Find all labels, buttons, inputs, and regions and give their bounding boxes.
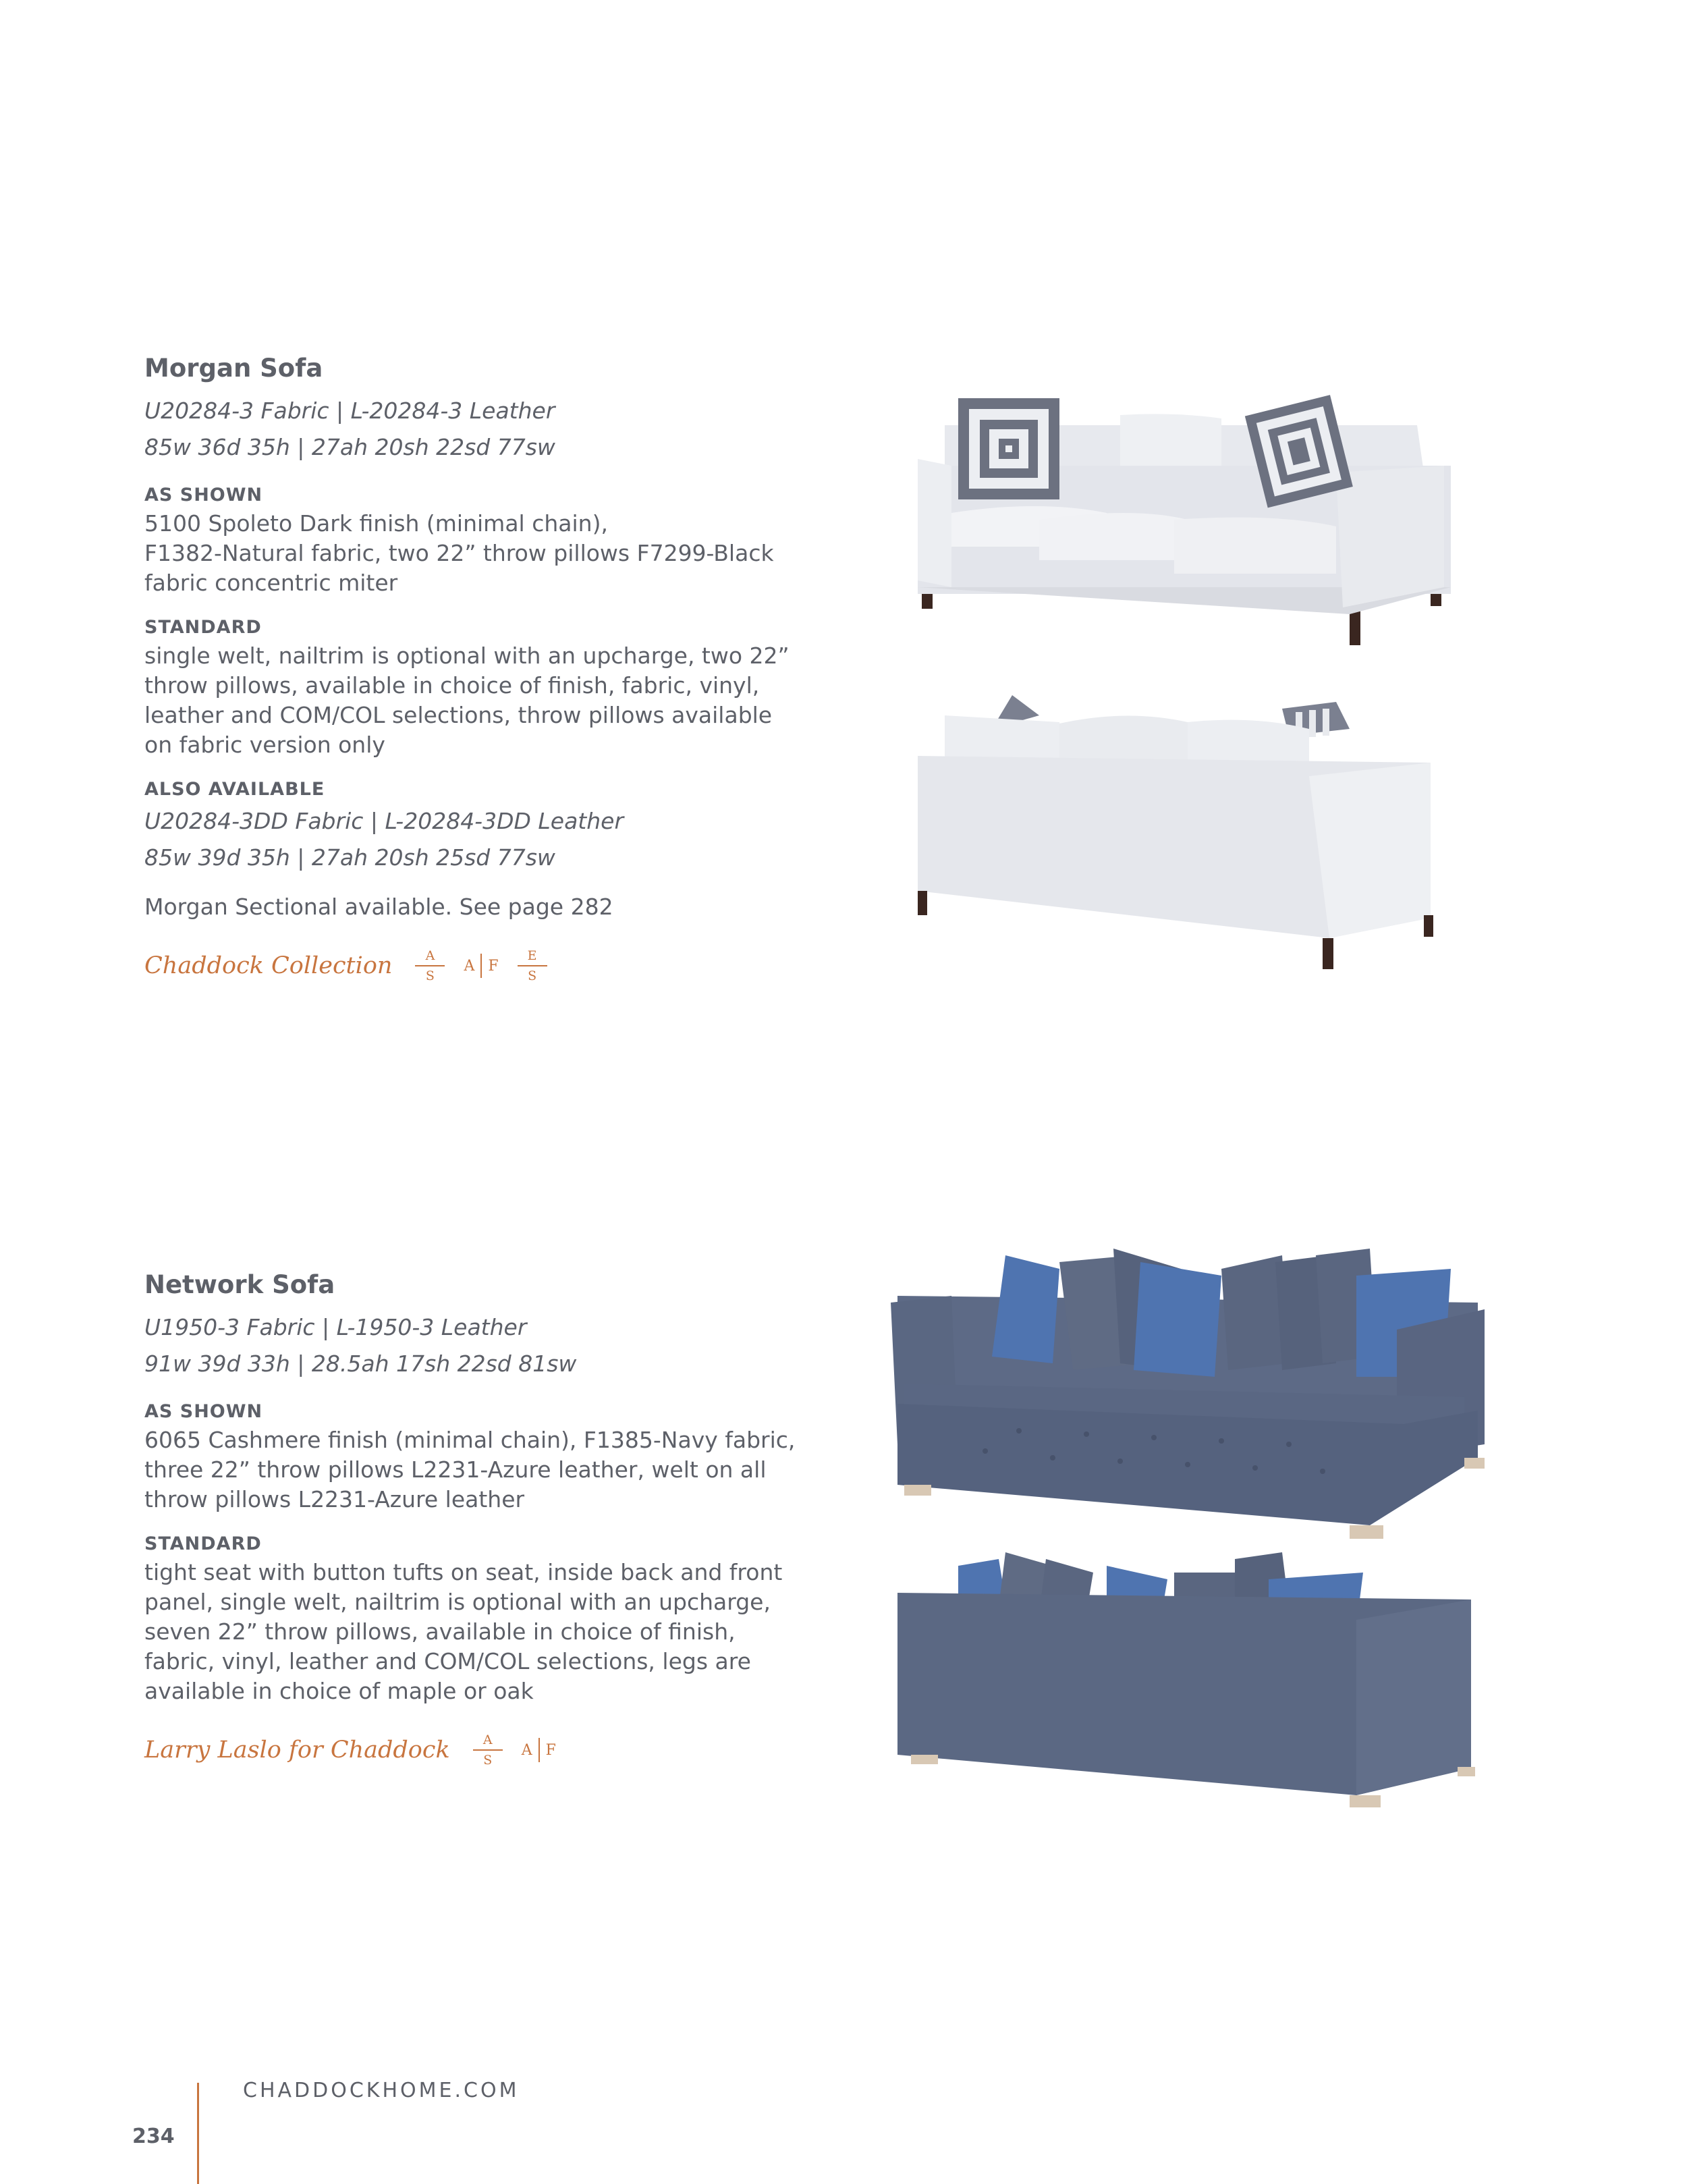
- standard-line: leather and COM/COL selections, throw pillows available: [144, 702, 773, 728]
- azure-pillow: [992, 1255, 1059, 1363]
- site-url[interactable]: CHADDOCKHOME.COM: [243, 2079, 520, 2102]
- standard-line: panel, single welt, nailtrim is optional with an upcharge,: [144, 1589, 771, 1615]
- also-model-numbers: U20284-3DD Fabric | L-20284-3DD Leather: [144, 808, 624, 834]
- collection-line: [144, 1726, 860, 1774]
- standard-line: seven 22” throw pillows, available in choice of finish,: [144, 1618, 736, 1645]
- morgan-sofa-back-photo: [904, 688, 1444, 972]
- mark-fraction: $\frac{A}{S}$: [473, 1732, 503, 1768]
- as-shown-label: AS SHOWN: [144, 485, 263, 506]
- network-sofa-back-photo: [891, 1546, 1485, 1829]
- model-numbers: U1950-3 Fabric | L-1950-3 Leather: [144, 1314, 527, 1340]
- morgan-sofa-block: [144, 354, 860, 989]
- page-number: 234: [132, 2125, 175, 2148]
- standard-line: tight seat with button tufts on seat, inside back and front: [144, 1559, 783, 1585]
- standard-label: STANDARD: [144, 617, 262, 638]
- standard-label: STANDARD: [144, 1533, 262, 1554]
- network-sofa-front-photo: [884, 1228, 1491, 1546]
- as-shown-line: F1382-Natural fabric, two 22” throw pillows F7299-Black: [144, 540, 774, 566]
- footer-rule: [197, 2083, 199, 2184]
- mark-pair: A F: [464, 954, 498, 978]
- also-dimensions: 85w 39d 35h | 27ah 20sh 25sd 77sw: [144, 844, 555, 871]
- azure-pillow: [1134, 1262, 1221, 1377]
- also-available-label: ALSO AVAILABLE: [144, 779, 325, 800]
- collection-line: [144, 942, 860, 989]
- throw-pillow-left: [958, 398, 1059, 499]
- mark-fraction: $\frac{A}{S}$: [415, 948, 445, 983]
- standard-line: on fabric version only: [144, 732, 385, 758]
- network-sofa-block: [144, 1270, 860, 1774]
- collection-name: Larry Laslo for Chaddock: [144, 1737, 450, 1764]
- standard-line: single welt, nailtrim is optional with an upcharge, two 22”: [144, 643, 790, 669]
- product-title: Network Sofa: [144, 1270, 335, 1299]
- style-marks: [415, 948, 565, 983]
- product-title: Morgan Sofa: [144, 354, 323, 383]
- model-numbers: U20284-3 Fabric | L-20284-3 Leather: [144, 398, 555, 424]
- as-shown-line: 5100 Spoleto Dark finish (minimal chain),: [144, 510, 608, 537]
- sectional-note: Morgan Sectional available. See page 282: [144, 894, 613, 920]
- mark-pair: A F: [522, 1738, 556, 1762]
- as-shown-line: three 22” throw pillows L2231-Azure leather, welt on all: [144, 1456, 767, 1483]
- collection-name: Chaddock Collection: [144, 952, 393, 979]
- as-shown-line: fabric concentric miter: [144, 570, 398, 596]
- standard-line: available in choice of maple or oak: [144, 1678, 534, 1704]
- standard-line: throw pillows, available in choice of finish, fabric, vinyl,: [144, 672, 760, 699]
- standard-line: fabric, vinyl, leather and COM/COL selections, legs are: [144, 1648, 751, 1674]
- mark-fraction: $\frac{E}{S}$: [518, 948, 547, 983]
- as-shown-line: 6065 Cashmere finish (minimal chain), F1385-Navy fabric,: [144, 1427, 796, 1453]
- as-shown-line: throw pillows L2231-Azure leather: [144, 1486, 525, 1512]
- morgan-sofa-front-photo: [904, 385, 1458, 682]
- dimensions: 85w 36d 35h | 27ah 20sh 22sd 77sw: [144, 434, 555, 460]
- as-shown-label: AS SHOWN: [144, 1401, 263, 1422]
- dimensions: 91w 39d 33h | 28.5ah 17sh 22sd 81sw: [144, 1350, 577, 1377]
- style-marks: [473, 1732, 575, 1768]
